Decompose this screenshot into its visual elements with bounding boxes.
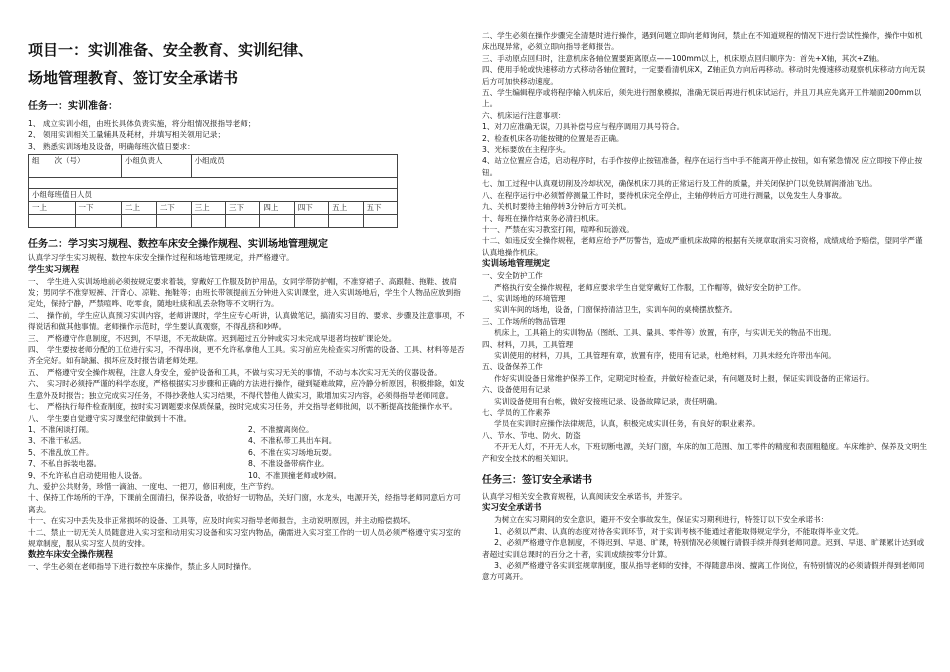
ten-no-item: 9、不允许私自启动使用他人设备。 [28, 470, 147, 480]
cnc-item: 2、检查机床各功能按键的位置是否正确。 [482, 133, 624, 143]
site-section: 六、设备使用有记录 [482, 385, 551, 395]
task2-heading: 任务二：学习实习规程、数控车床安全操作规程、实训场地管理规定 [28, 239, 328, 251]
ten-no-row [28, 458, 468, 469]
site-section: 二、实训场地的环境管理 [482, 293, 566, 303]
rule-item: 九、爱护公共财务，珍惜一滴油、一度电、一把刀，修旧利废，生产节约。 [28, 481, 279, 491]
rule-item: 七、 严格执行每件检查制度，按时实习调题要求保质保量，按时完成实习任务，并交指导老师批阅，以不断提高技能操作水平。 [28, 402, 458, 412]
blank-row [29, 178, 398, 189]
day-cell: 五下 [363, 202, 397, 215]
cnc-item: 三、手动原点回归时，注意机床各轴位置要距离原点——100mm以上，机床原点回归顺序为：首先+X轴，其次+Z轴。 [482, 53, 884, 63]
ten-no-item: 10、不准顶撞老师或吵闹。 [248, 470, 342, 480]
day-cell: 三下 [225, 202, 259, 215]
rule-item: 三、 严格遵守作息制度，不迟到，不早退，不无故缺席。迟到超过五分钟或实习未完成早退者均按旷课论处。 [28, 333, 397, 343]
cnc-item: 3、光标要放在主程序头。 [482, 145, 571, 155]
task3-intro: 认真学习相关安全教育规程，认真阅读安全承诺书，并签字。 [482, 492, 688, 502]
site-text: 严格执行安全操作规程，老师应要求学生自觉穿戴好工作服，工作帽等，做好安全防护工作。 [494, 282, 806, 292]
rule-item: 二、 操作前，学生应认真预习实训内容，老师讲课时，学生应专心听讲，认真做笔记，搞清实习目的、要求、步骤及注意事项，不得说话和做其他事情。老师操作示范时，学生要认真观察，不得乱挤和吵哗。 [28, 310, 465, 332]
site-section: 四、材料，刀具，工具管理 [482, 339, 574, 349]
task3-heading: 任务三：签订安全承诺书 [482, 475, 592, 487]
rule-item: 十一、在实习中丢失及非正常损坏的设备、工具等，应及时向实习指导老师报告，主动说明原因，并主动赔偿损坏。 [28, 516, 416, 526]
site-section: 三、工作场所的物品管理 [482, 316, 566, 326]
rule-item: 一、 学生进入实训场地前必须按规定要求着装，穿戴好工作服及防护用品，女同学带防护帽，不准穿裙子、高跟鞋、拖鞋、披肩发；男同学不准穿短裤、汗背心、凉鞋、拖鞋等；由班长带领提前五分钟进入实训课堂，进入实训场地后，学生个人物品应放到指定处，保持宁静，严禁喧哗、吃零食，随地吐痰和乱丢杂物等不文明行为。 [28, 276, 461, 309]
promise-text: 3、必须严格遵守各实训室规章制度，服从指导老师的安排，不得随意串岗、擅离工作岗位，有特别情况的必须请假并得到老师同意方可离开。 [482, 561, 925, 582]
rule-item: 八、 学生要自觉遵守实习课堂纪律做到十不准。 [28, 413, 192, 423]
day-row [29, 202, 398, 215]
site-text: 实训使用的材料，刀具，工具管理有章，放置有序，使用有记录，杜绝材料，刀具未经允许带出车间。 [494, 350, 836, 360]
ten-no-item: 4、不准私带工具出车间。 [248, 436, 337, 446]
promise-text: 为树立在实习期间的安全意识，避开不安全事故发生，保证实习期利进行，特签订以下安全承诺书： [494, 515, 829, 525]
cnc-item: 十二、如违反安全操作规程，老师应给予严厉警告，造成严重机床故障的根据有关规章取消实习资格，成绩成给予赔偿，望同学严谨认真地操作机床。 [482, 236, 923, 257]
promise-text: 1、必须以严肃、认真的态度对待各实训环节，对于实训考核不能通过者能取得规定学分，不能取得毕业文凭。 [494, 526, 864, 536]
ten-no-row [28, 470, 468, 481]
site-text: 学员在实训时应操作法律规范，认真，积极完成实训任务，有良好的职业素养。 [494, 419, 760, 429]
ten-no-item: 7、不私自拆装电器。 [28, 459, 102, 469]
cnc-item: 九、关机时要待主轴停转3分钟后方可关机。 [482, 202, 632, 212]
ten-no-item: 5、不准乱放工件。 [28, 447, 94, 457]
cnc-item: 一、学生必须在老师指导下进行数控车床操作，禁止多人同时操作。 [28, 562, 256, 572]
site-text: 实训车间的场地，设备，门窗保持清洁卫生，实训车间的桌椅摆放整齐。 [494, 305, 738, 315]
day-cell: 三上 [191, 202, 225, 215]
cnc-item: 二、学生必须在操作步骤完全清楚时进行操作，遇到问题立即向老师询问，禁止在不知道规程的情况下进行尝试性操作，操作中如机床出现异常，必须立即向指导老师报告。 [482, 31, 923, 52]
cnc-item: 八、在程序运行中必须暂停测量工件时，要待机床完全停止，主轴停转后方可进行测量，以免发生人身事故。 [482, 190, 847, 200]
site-text: 作好实训设备日常维护保养工作，定期定时检查，并做好检查记录，有问题及时上报，保证实训设备的正常运行。 [494, 373, 874, 383]
site-text: 实训设备使用有台帐，做好安接班记录、设备故障记录，责任明确。 [494, 396, 722, 406]
site-section: 五、设备保养工作 [482, 362, 543, 372]
day-cell: 一上 [29, 202, 76, 215]
ten-no-item: 2、不准擅离岗位。 [248, 424, 314, 434]
day-cell: 一下 [75, 202, 122, 215]
ten-no-row [28, 435, 468, 446]
site-text: 不开无人灯，不开无人水，下班切断电源，关好门窗，车床的加工范围、加工零件的精度和表面粗糙度。车床维护、保养及文明生产和安全技术的相关知识。 [482, 442, 927, 463]
site-heading: 实训场地管理规定 [482, 259, 551, 270]
day-cell: 二上 [122, 202, 157, 215]
promise-heading: 实习安全承诺书 [482, 503, 542, 514]
page-title-line2: 场地管理教育、签订安全承诺书 [28, 69, 239, 87]
rule-item: 十二、禁止一切无关人员随意进入实习室和动用实习设备和实习室内物品，确需进入实习室工作的一切人员必须严格遵守实习室的规章制度，服从实习室人员的安排。 [28, 527, 461, 548]
group-label: 组 次（号） [29, 155, 122, 178]
rule-item: 六、 实习时必须持严谨的科学态度，严格根据实习步骤和正确的方法进行操作，碰到疑难故障，应冷静分析原因，积极排除，如发生意外及时报告；独立完成实习任务，不得抄袭他人实习结果，不得代替他人做实习，欺增加实习内容，必须得指导老师同意。 [28, 379, 465, 400]
cnc-item: 七、加工过程中认真观切削及冷却状况，确保机床刀具的正常运行及工件的质量，并关闭保护门以免铁屑润滑油飞出。 [482, 179, 877, 189]
day-cell: 四下 [294, 202, 328, 215]
right-column [482, 0, 928, 583]
cnc-item: 4、站立位置应合适，启动程序时，右手作按停止按钮准备，程序在运行当中手不能离开停止按钮，如有紧急情况 应立即按下停止按钮。 [482, 156, 923, 177]
blank-row [29, 215, 398, 228]
ten-no-item: 3、不准干私活。 [28, 436, 86, 446]
site-text: 机床上，工具箱上的实训物品（图纸、工具、量具、零件等）放置，有序，与实训无关的物品不出现。 [494, 328, 836, 338]
rule-item: 五、 严格遵守安全操作规程，注意人身安全，爱护设备和工具，不做与实习无关的事情，不动与本次实习无关的仪器设备。 [28, 367, 442, 377]
task1-item: 1、 成立实训小组，由班长具体负责实施，将分组情况报指导老师； [28, 119, 256, 128]
page-title-line1: 项目一：实训准备、安全教育、实训纪律、 [28, 41, 314, 59]
day-cell: 二下 [156, 202, 191, 215]
ten-no-row [28, 447, 468, 458]
left-column [28, 0, 468, 573]
leader-label: 小组负责人 [122, 155, 192, 178]
cnc-item: 五、学生编辑程序或将程序输入机床后，须先进行图象模拟，准确无误后再进行机床试运行，并且刀具应先离开工件端面200mm以上。 [482, 88, 922, 109]
duty-label: 小组每班值日人员 [29, 189, 398, 202]
promise-text: 2、必须严格遵守作息制度，不得迟到、早退、旷课，特别情况必须履行请假手续并得到老师同意。迟到、早退、旷课累计达到或者超过实训总课时的百分之十者，实训成绩按零分计算。 [482, 538, 925, 559]
cnc-item: 四、使用手轮或快速移动方式移动各轴位置时，一定要看清机床X，Z轴正负方向后再移动。移动时先慢速移动观察机床移动方向无误后方可加快移动速度。 [482, 65, 926, 86]
task1-item: 2、 领用实训相关工量辅具及耗材，并填写相关领用记录； [28, 130, 226, 140]
ten-no-item: 6、不准在实习场地玩耍。 [248, 447, 337, 457]
duty-table [28, 154, 398, 228]
day-cell: 四上 [260, 202, 294, 215]
ten-no-item: 8、不准设备带病作业。 [248, 459, 329, 469]
ten-no-item: 1、不准闲谈打闹。 [28, 424, 94, 434]
site-section: 一、安全防护工作 [482, 271, 543, 281]
cnc-item: 十一、严禁在实习教室打闹，喧哗和玩游戏。 [482, 224, 634, 234]
day-cell: 五上 [329, 202, 363, 215]
ten-no-row [28, 424, 468, 435]
cnc-item: 六、机床运行注意事项： [482, 110, 566, 120]
site-section: 八、节水、节电、防火、防盗 [482, 430, 581, 440]
rules-heading: 学生实习规程 [28, 264, 80, 275]
task1-item: 3、 熟悉实训场地及设备，明确每班次值日要求： [28, 141, 195, 151]
cnc-item: 1、对刀应准确无误，刀具补偿号应与程序调用刀具号符合。 [482, 122, 685, 132]
task2-intro: 认真学习学生实习规程、数控车床安全操作过程和场地管理规定，并严格遵守。 [28, 253, 294, 263]
task1-heading: 任务一：实训准备： [28, 101, 118, 112]
site-section: 七、学员的工作素养 [482, 408, 551, 417]
rule-item: 十、保持工作场所的干净，下课前全面清扫，保养设备，收拾好一切物品，关好门窗，水龙头，电源开关，经指导老师同意后方可离去。 [28, 493, 461, 514]
rule-item: 四、 学生要按老师分配的工位进行实习，不得串岗，更不允许私拿他人工具。实习前应先检查实习所需的设备、工具、材料等是否齐全完好。如有缺漏、损坏应及时报告请老师处理。 [28, 345, 465, 366]
cnc-heading: 数控车床安全操作规程 [28, 550, 114, 561]
cnc-item: 十、每班在操作结束务必清扫机床。 [482, 213, 604, 223]
members-label: 小组成员 [191, 155, 397, 178]
